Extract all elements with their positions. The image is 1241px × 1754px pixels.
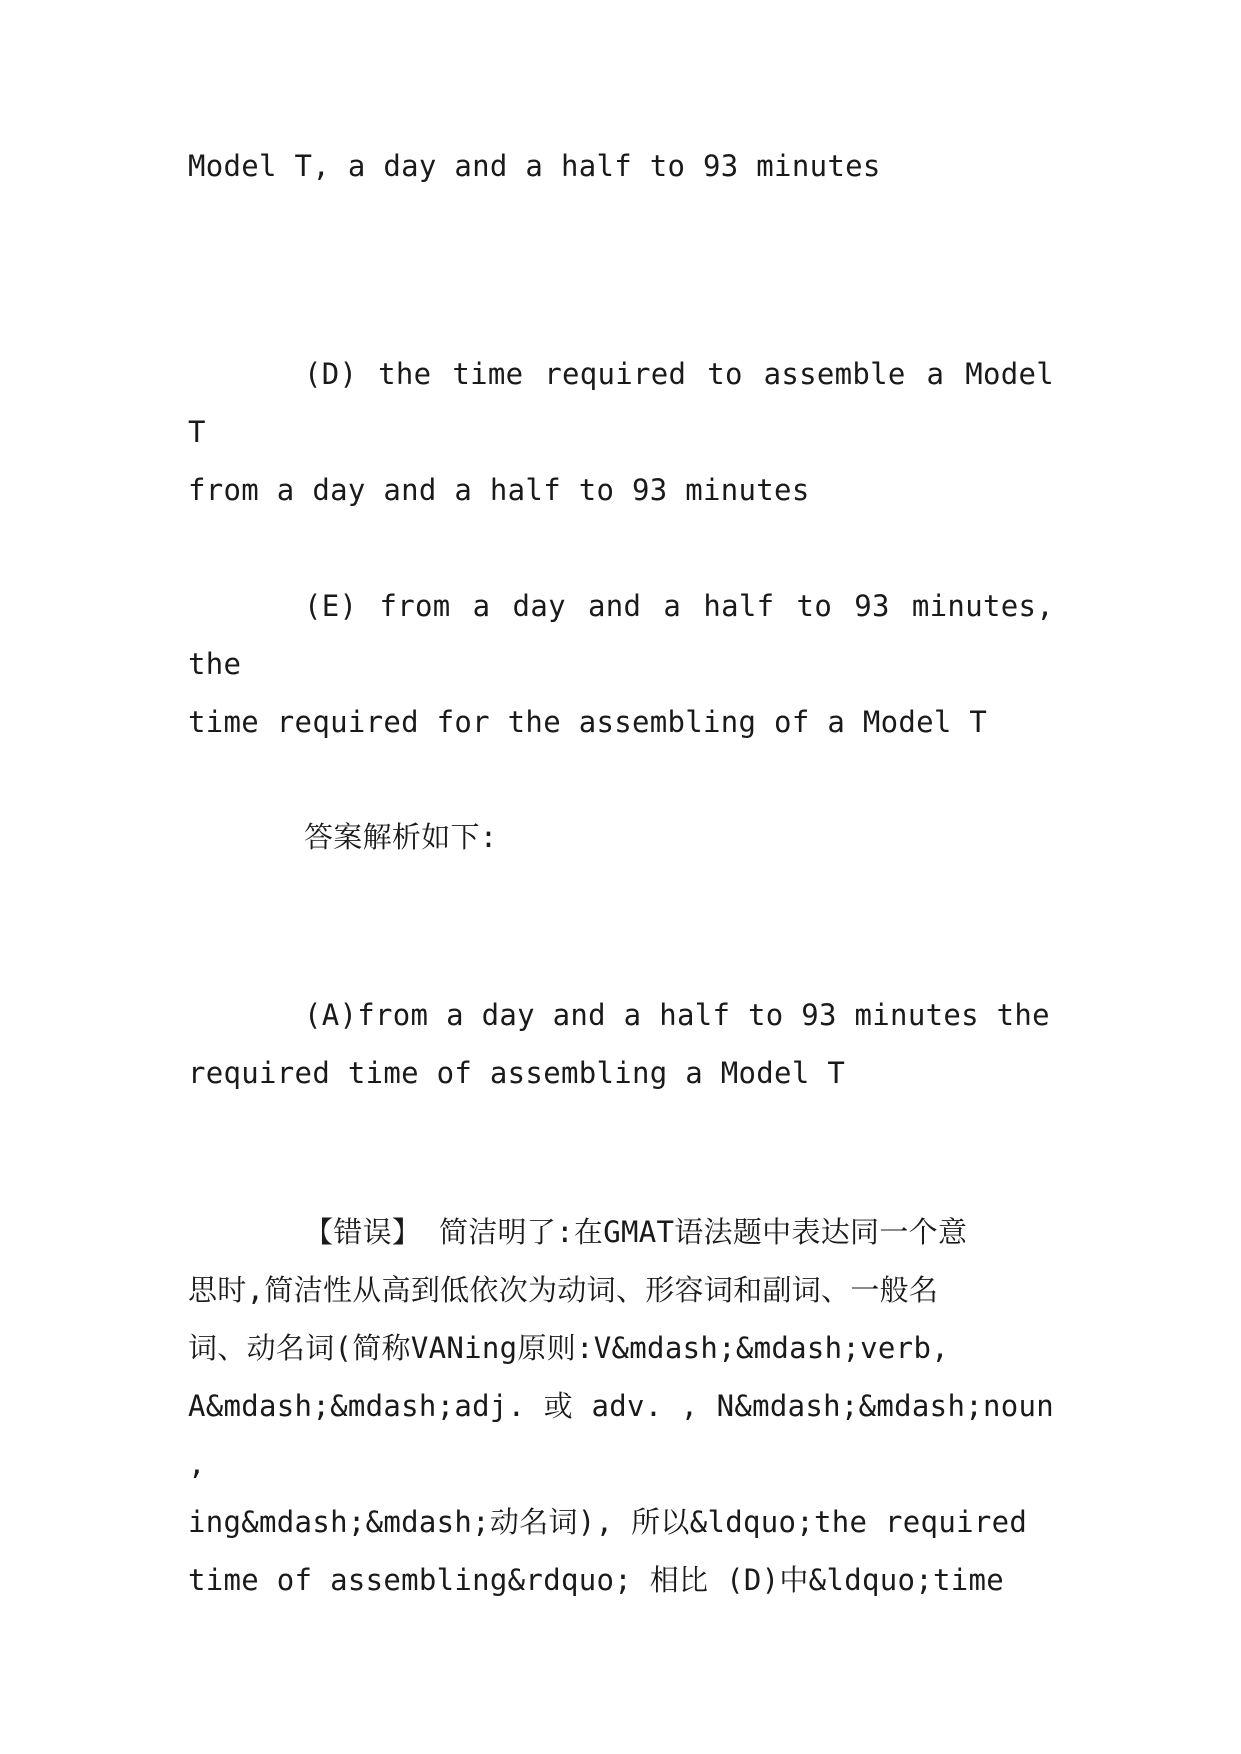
text-line: (D) the time required to assemble a Model T xyxy=(188,357,1054,449)
paragraph-option-d xyxy=(188,345,1054,519)
text-line: Model T, a day and a half to 93 minutes xyxy=(188,149,881,183)
text-line: time required for the assembling of a Model T xyxy=(188,705,988,739)
text-line: A&mdash;&mdash;adj. 或 adv. , N&mdash;&mdash;noun , xyxy=(188,1389,1054,1481)
text-line: 思时,简洁性从高到低依次为动词、形容词和副词、一般名 xyxy=(188,1273,939,1307)
text-line: 答案解析如下: xyxy=(304,820,498,854)
text-line: time of assembling&rdquo; 相比 (D)中&ldquo;time xyxy=(188,1563,1005,1597)
text-line: required time of assembling a Model T xyxy=(188,1056,846,1090)
text-line: (E) from a day and a half to 93 minutes, the xyxy=(188,589,1054,681)
text-line: 【错误】 简洁明了:在GMAT语法题中表达同一个意 xyxy=(304,1215,968,1249)
text-line: 词、动名词(简称VANing原则:V&mdash;&mdash;verb, xyxy=(188,1331,949,1365)
paragraph-explanation xyxy=(188,1203,1054,1609)
paragraph-option-e xyxy=(188,577,1054,751)
paragraph-answer-heading xyxy=(188,808,1054,866)
paragraph-option-a xyxy=(188,986,1054,1102)
text-line: from a day and a half to 93 minutes xyxy=(188,473,810,507)
text-line: ing&mdash;&mdash;动名词), 所以&ldquo;the required xyxy=(188,1505,1028,1539)
paragraph-option-c-continuation xyxy=(188,137,1054,195)
text-line: (A)from a day and a half to 93 minutes the xyxy=(304,998,1050,1032)
